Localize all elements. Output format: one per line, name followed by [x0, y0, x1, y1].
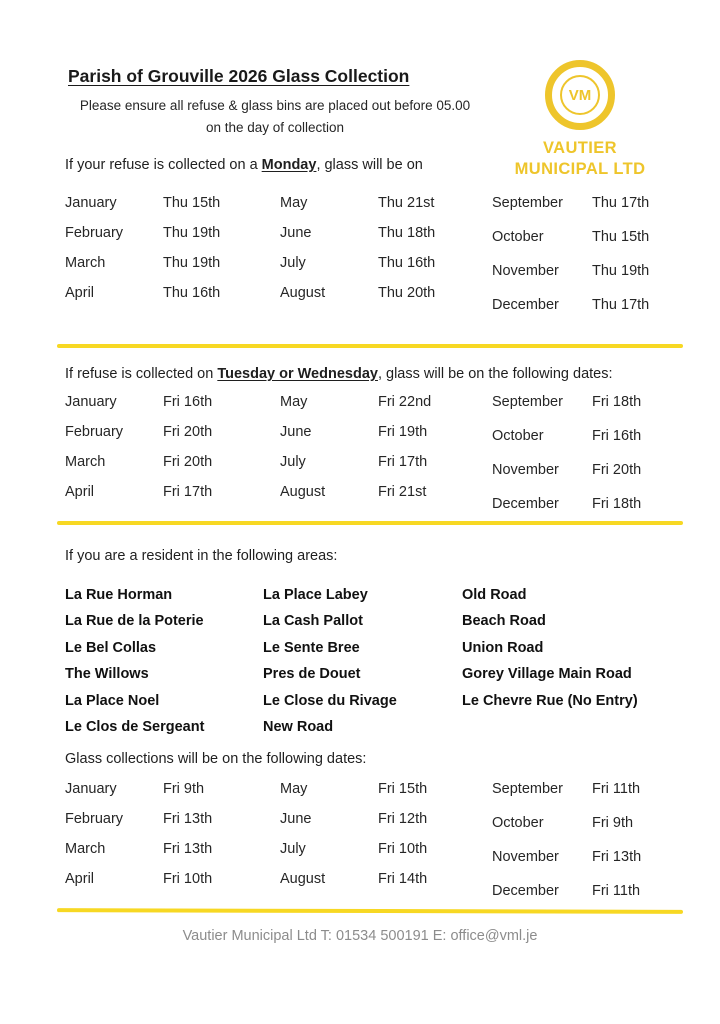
month-label: June [280, 811, 312, 827]
schedule-row [492, 195, 649, 229]
date-value: Fri 16th [592, 428, 642, 444]
date-value: Fri 13th [163, 841, 213, 857]
schedule-row [65, 225, 280, 255]
logo-company-line2: MUNICIPAL LTD [514, 160, 646, 178]
date-value: Fri 14th [378, 871, 428, 887]
month-label: September [492, 394, 563, 410]
month-label: March [65, 454, 106, 470]
schedule-row [280, 424, 492, 454]
area-name: New Road [263, 719, 334, 736]
month-label: December [492, 297, 559, 313]
month-label: November [492, 849, 559, 865]
month-label: April [65, 871, 95, 887]
month-label: August [280, 285, 326, 301]
month-label: September [492, 781, 563, 797]
month-label: November [492, 263, 559, 279]
date-value: Fri 11th [592, 781, 641, 797]
schedule-row [280, 195, 492, 225]
date-value: Fri 21st [378, 484, 427, 500]
month-label: July [280, 841, 306, 857]
yellow-divider [57, 344, 683, 348]
schedule-row [492, 428, 641, 462]
company-logo [500, 60, 660, 180]
date-value: Thu 17th [592, 195, 650, 211]
month-label: May [280, 394, 308, 410]
schedule-row [492, 394, 641, 428]
date-value: Fri 15th [378, 781, 428, 797]
schedule-row [280, 781, 492, 811]
schedule-row [492, 462, 641, 496]
date-value: Thu 17th [592, 297, 650, 313]
area-name: La Place Labey [263, 587, 368, 603]
schedule-row [280, 285, 492, 315]
area-name: Le Clos de Sergeant [65, 719, 205, 736]
month-label: September [492, 195, 563, 211]
heading-text: If refuse is collected on [65, 366, 218, 382]
schedule-row [492, 229, 649, 263]
heading-text: , glass will be on the following dates: [377, 366, 613, 382]
month-label: October [492, 229, 544, 245]
date-value: Fri 12th [378, 811, 428, 827]
area-name: La Cash Pallot [263, 613, 363, 630]
tue-wed-schedule-table [65, 394, 641, 530]
schedule-row [65, 871, 280, 901]
schedule-row [492, 263, 649, 297]
area-name: Le Sente Bree [263, 639, 360, 656]
yellow-divider [57, 521, 683, 525]
page-title: Parish of Grouville 2026 Glass Collection [68, 66, 410, 86]
date-value: Thu 16th [163, 285, 221, 301]
area-name: La Place Noel [65, 692, 160, 709]
heading-emphasis: Monday [261, 157, 317, 173]
date-value: Fri 20th [163, 454, 213, 470]
area-name: La Rue Horman [65, 587, 173, 603]
area-name: Pres de Douet [263, 666, 361, 683]
month-label: January [65, 195, 117, 211]
date-value: Fri 10th [163, 871, 213, 887]
month-label: March [65, 255, 106, 271]
date-value: Fri 10th [378, 841, 428, 857]
month-label: February [65, 225, 124, 241]
area-name: Gorey Village Main Road [462, 666, 632, 683]
month-label: February [65, 424, 124, 440]
heading-text: , glass will be on [316, 157, 423, 173]
logo-company-line1: VAUTIER [543, 139, 617, 157]
collection-notice [65, 95, 485, 139]
month-label: January [65, 781, 117, 797]
month-label: April [65, 285, 95, 301]
vm-monogram: VM [560, 75, 600, 115]
areas-list [65, 582, 638, 740]
schedule-row [280, 394, 492, 424]
schedule-row [65, 255, 280, 285]
month-label: July [280, 454, 306, 470]
area-name: Beach Road [462, 613, 546, 630]
date-value: Fri 19th [378, 424, 428, 440]
schedule-row [280, 841, 492, 871]
date-value: Fri 20th [163, 424, 213, 440]
schedule-row [65, 781, 280, 811]
date-value: Thu 18th [378, 225, 436, 241]
schedule-row [492, 849, 641, 883]
vm-logo-icon [545, 60, 615, 130]
glass-collections-heading: Glass collections will be on the following dates: [65, 751, 367, 767]
month-label: December [492, 883, 559, 899]
date-value: Thu 20th [378, 285, 436, 301]
notice-line2: on the day of collection [205, 120, 345, 135]
month-label: April [65, 484, 95, 500]
month-label: December [492, 496, 559, 512]
month-label: July [280, 255, 306, 271]
date-value: Fri 11th [592, 883, 641, 899]
areas-section-heading: If you are a resident in the following areas: [65, 548, 338, 564]
monday-schedule-table [65, 195, 649, 331]
monday-section-heading [65, 157, 423, 173]
month-label: May [280, 781, 308, 797]
footer-contact: Vautier Municipal Ltd T: 01534 500191 E: office@vml.je [182, 928, 538, 944]
date-value: Fri 22nd [378, 394, 432, 410]
area-name: Le Close du Rivage [263, 692, 397, 709]
heading-emphasis: Tuesday or Wednesday [217, 366, 378, 382]
date-value: Thu 21st [378, 195, 435, 211]
schedule-row [65, 285, 280, 315]
month-label: August [280, 484, 326, 500]
date-value: Thu 15th [592, 229, 650, 245]
date-value: Thu 16th [378, 255, 436, 271]
month-label: August [280, 871, 326, 887]
schedule-row [65, 424, 280, 454]
month-label: June [280, 424, 312, 440]
schedule-row [65, 811, 280, 841]
area-name: Old Road [462, 587, 527, 603]
date-value: Fri 18th [592, 496, 642, 512]
month-label: March [65, 841, 106, 857]
tue-wed-section-heading [65, 366, 613, 382]
month-label: October [492, 428, 544, 444]
area-name: The Willows [65, 666, 149, 683]
schedule-row [65, 454, 280, 484]
area-name: Le Chevre Rue (No Entry) [462, 692, 638, 709]
schedule-row [492, 815, 641, 849]
notice-line1: Please ensure all refuse & glass bins are placed out before 05.00 [79, 98, 471, 113]
schedule-row [280, 454, 492, 484]
date-value: Fri 17th [163, 484, 213, 500]
schedule-row [65, 484, 280, 514]
area-name: La Rue de la Poterie [65, 613, 204, 630]
date-value: Fri 13th [592, 849, 642, 865]
month-label: November [492, 462, 559, 478]
date-value: Thu 19th [592, 263, 650, 279]
schedule-row [280, 225, 492, 255]
date-value: Fri 9th [163, 781, 205, 797]
date-value: Fri 18th [592, 394, 642, 410]
schedule-row [65, 394, 280, 424]
logo-wordmark [500, 138, 660, 180]
area-name: Union Road [462, 639, 544, 656]
date-value: Thu 19th [163, 225, 221, 241]
date-value: Fri 9th [592, 815, 634, 831]
heading-text: If your refuse is collected on a [65, 157, 262, 173]
month-label: January [65, 394, 117, 410]
date-value: Fri 13th [163, 811, 213, 827]
month-label: October [492, 815, 544, 831]
schedule-row [65, 195, 280, 225]
schedule-row [65, 841, 280, 871]
schedule-row [492, 781, 641, 815]
schedule-row [280, 811, 492, 841]
month-label: June [280, 225, 312, 241]
month-label: February [65, 811, 124, 827]
glass-collections-schedule-table [65, 781, 641, 917]
schedule-row [492, 297, 649, 331]
area-name: Le Bel Collas [65, 639, 157, 656]
date-value: Fri 17th [378, 454, 428, 470]
schedule-row [280, 484, 492, 514]
schedule-row [280, 255, 492, 285]
date-value: Fri 20th [592, 462, 642, 478]
schedule-row [280, 871, 492, 901]
date-value: Thu 15th [163, 195, 221, 211]
date-value: Thu 19th [163, 255, 221, 271]
month-label: May [280, 195, 308, 211]
date-value: Fri 16th [163, 394, 213, 410]
